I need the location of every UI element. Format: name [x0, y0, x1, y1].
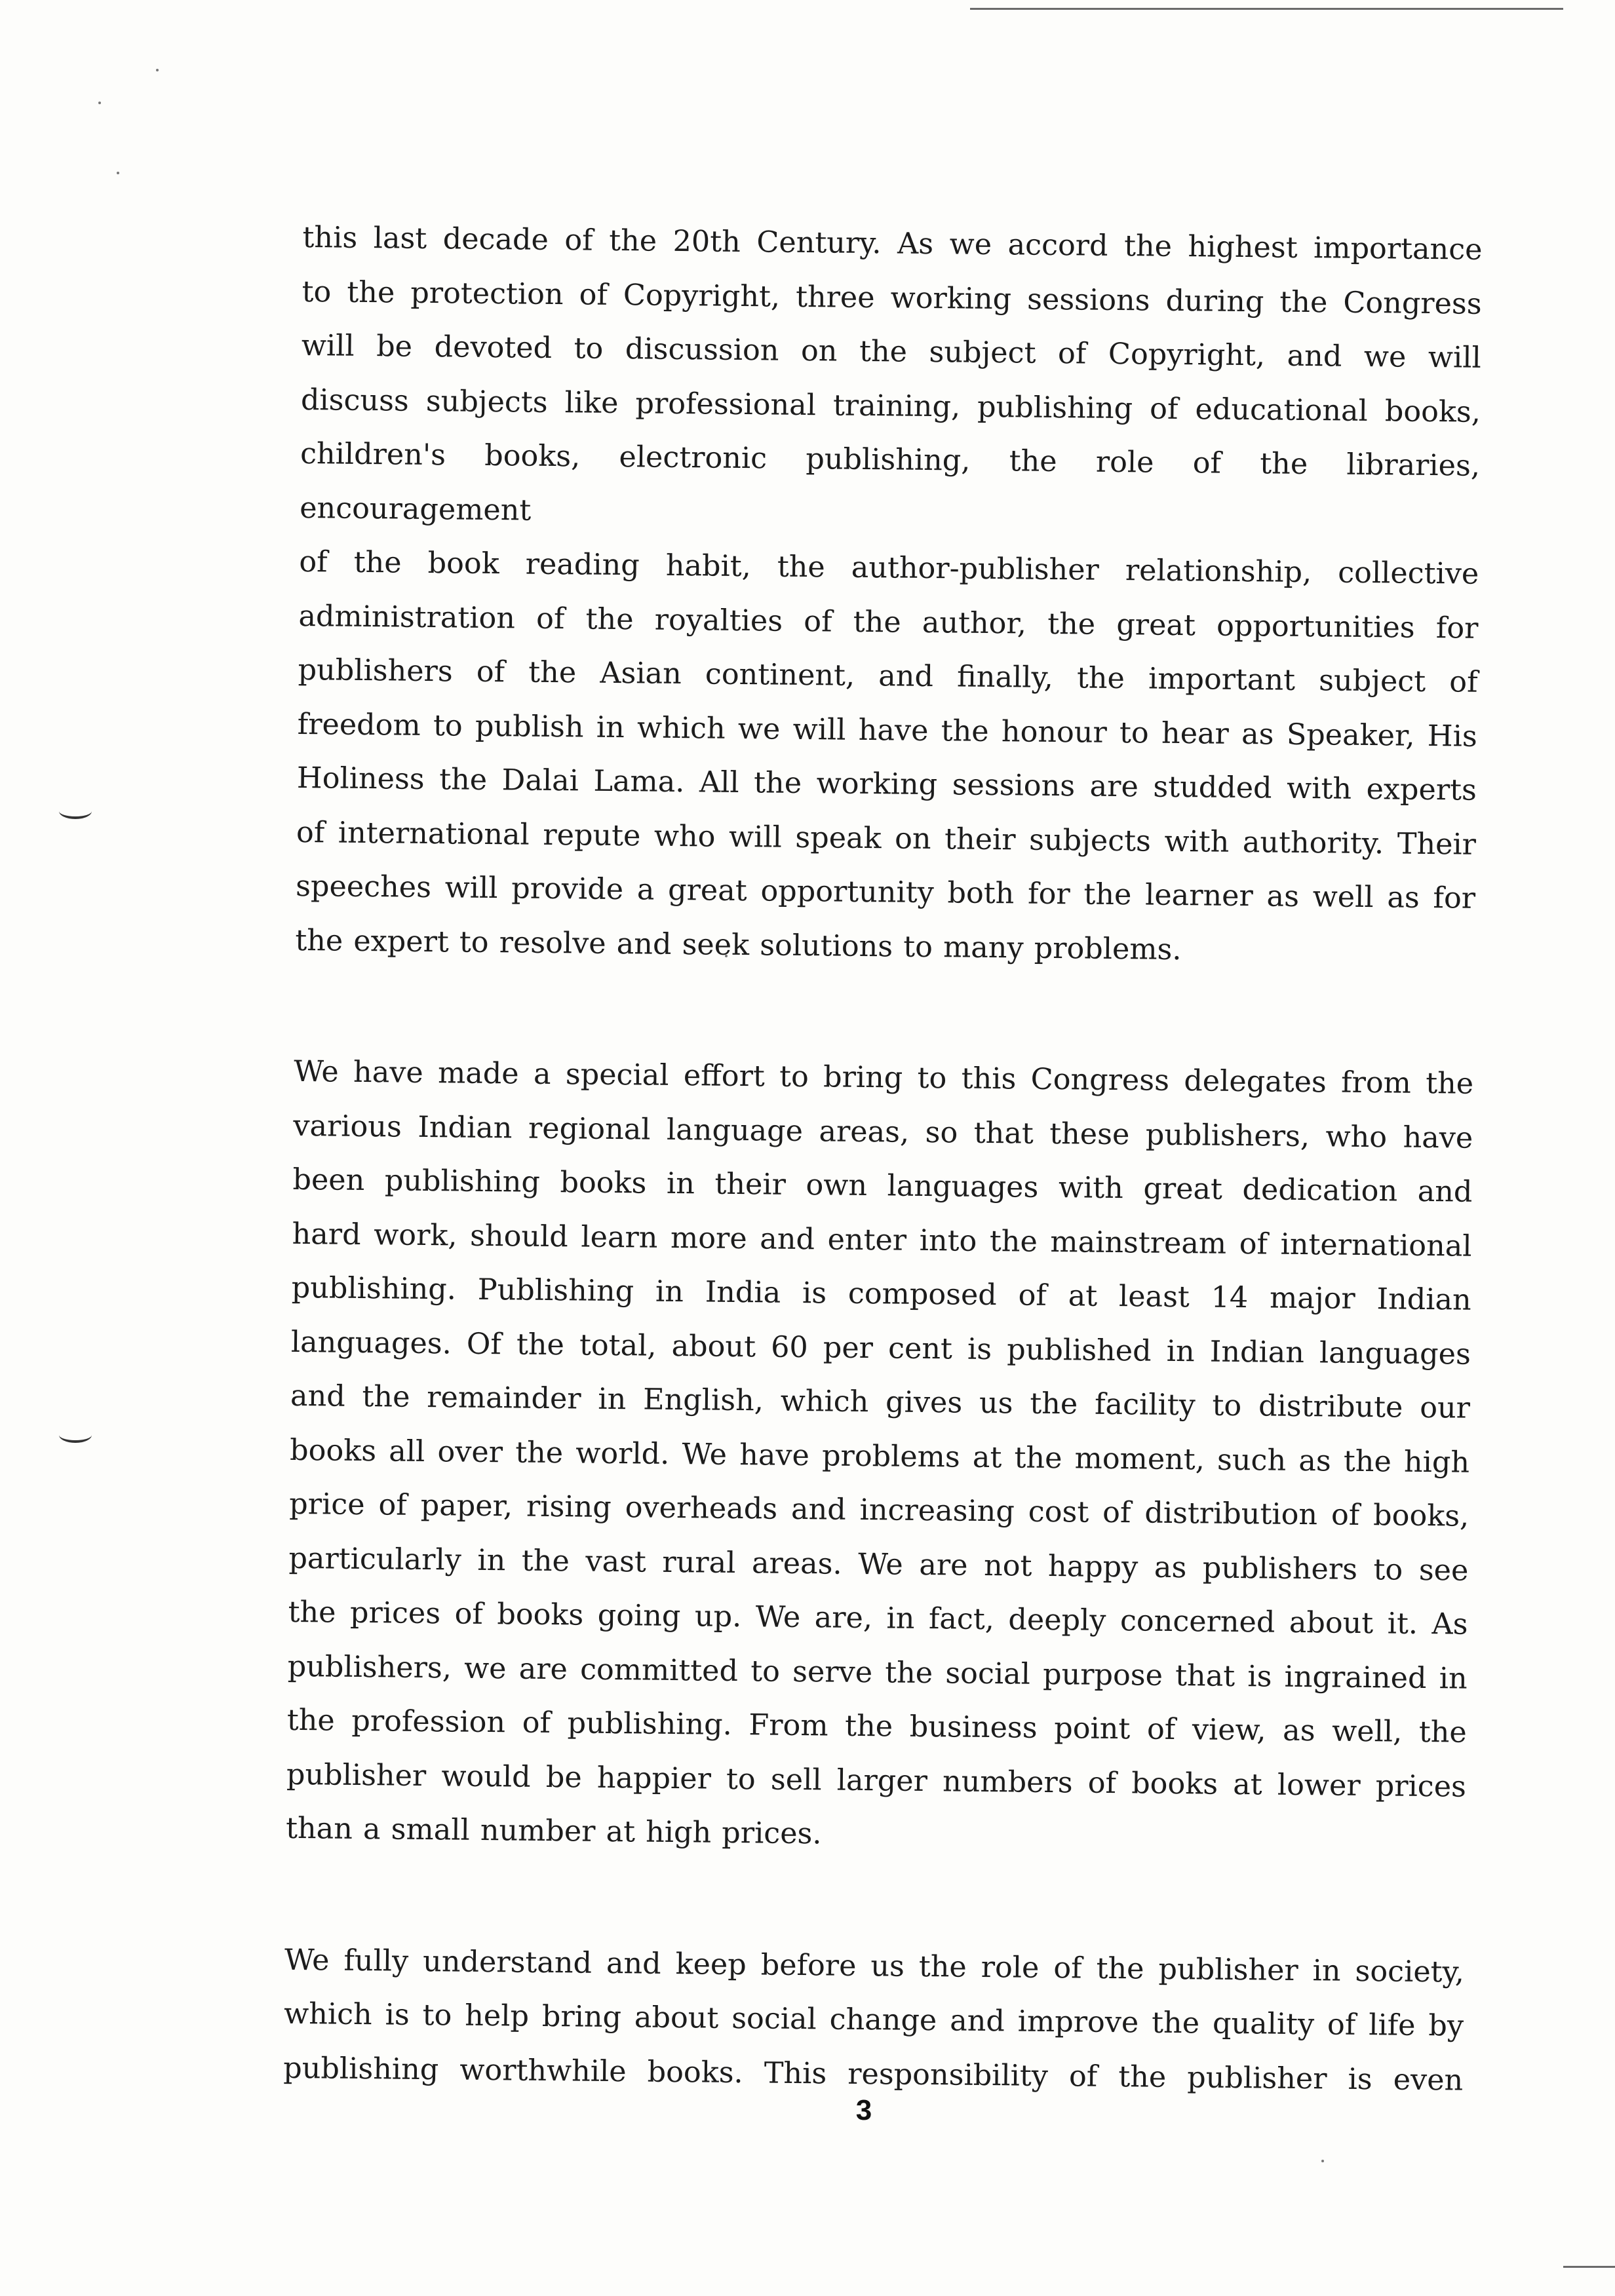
text-line: and the remainder in English, which gives us the facility to distribute our [290, 1379, 1471, 1425]
binder-hole-mark [59, 803, 92, 819]
text-line: languages. Of the total, about 60 per cent is published in Indian languages [290, 1325, 1471, 1371]
text-line: speeches will provide a great opportunity both for the learner as well as for [295, 869, 1476, 915]
text-line: than a small number at high prices. [285, 1811, 822, 1851]
text-line: will be devoted to discussion on the subject of Copyright, and we will [301, 328, 1482, 375]
text-line: the profession of publishing. From the business point of view, as well, the [286, 1703, 1468, 1750]
text-line: to the protection of Copyright, three working sessions during the Congress [302, 275, 1482, 321]
text-line: of international repute who will speak on their subjects with authority. Their [296, 815, 1477, 862]
text-line: We have made a special effort to bring to this Congress delegates from the [293, 1054, 1474, 1101]
paragraph-3 [283, 1933, 1464, 2107]
text-line: publishing. Publishing in India is composed of at least 14 major Indian [291, 1271, 1471, 1317]
text-line: hard work, should learn more and enter into the mainstream of international [292, 1217, 1472, 1263]
text-line: publishers, we are committed to serve the social purpose that is ingrained in [287, 1649, 1468, 1696]
paragraph-2 [286, 1045, 1474, 1868]
document-body [282, 211, 1483, 2185]
scan-speck [98, 102, 101, 104]
text-line: price of paper, rising overheads and increasing cost of distribution of books, [289, 1487, 1469, 1533]
text-line: We fully understand and keep before us the role of the publisher in society, [284, 1943, 1465, 1989]
scan-speck [117, 172, 119, 174]
binder-hole-mark [59, 1427, 92, 1443]
text-line: the prices of books going up. We are, in fact, deeply concerned about it. As [288, 1595, 1468, 1641]
text-line: publishing worthwhile books. This responsibility of the publisher is even [283, 2051, 1464, 2097]
text-line: administration of the royalties of the author, the great opportunities for [298, 599, 1479, 645]
text-line: various Indian regional language areas, so that these publishers, who have [293, 1109, 1473, 1155]
text-line: particularly in the vast rural areas. We are not happy as publishers to see [288, 1541, 1469, 1588]
text-line: Holiness the Dalai Lama. All the working sessions are studded with experts [296, 761, 1477, 807]
text-line: books all over the world. We have problems at the moment, such as the high [289, 1433, 1470, 1480]
text-line: been publishing books in their own languages with great dedication and [292, 1162, 1473, 1209]
text-line: this last decade of the 20th Century. As we accord the highest importance [302, 220, 1483, 267]
text-line: publisher would be happier to sell larger numbers of books at lower prices [286, 1757, 1467, 1804]
text-line: the expert to resolve and seek solutions to many problems. [295, 923, 1182, 966]
paragraph-1 [295, 211, 1483, 980]
text-line: of the book reading habit, the author-publisher relationship, collective [299, 545, 1479, 591]
text-line: publishers of the Asian continent, and finally, the important subject of [298, 653, 1478, 699]
text-line: which is to help bring about social change and improve the quality of life by [283, 1997, 1464, 2043]
bottom-rule [1563, 2266, 1615, 2268]
text-line: children's books, electronic publishing, the role of the libraries, encouragement [299, 436, 1481, 527]
scan-speck [156, 69, 159, 71]
text-line: discuss subjects like professional training, publishing of educational books, [300, 383, 1481, 429]
page-number: 3 [855, 2094, 872, 2126]
top-rule [970, 8, 1563, 10]
text-line: freedom to publish in which we will have the honour to hear as Speaker, His [297, 707, 1477, 754]
